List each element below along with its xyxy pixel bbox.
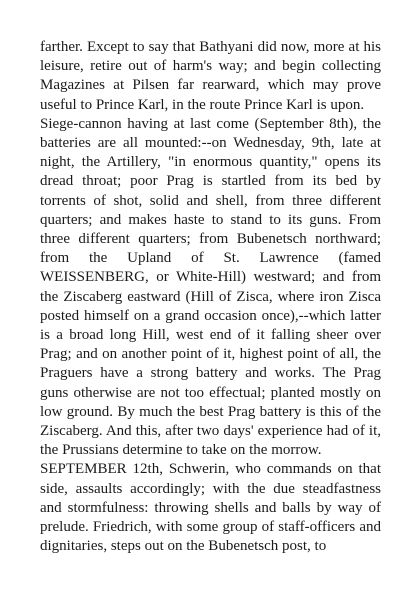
paragraph-3: SEPTEMBER 12th, Schwerin, who commands on that side, assaults accordingly; with the due steadfastness and stormfulness: throwing shells and balls by way of prelude. Friedrich, with some group of staff-officers and dignitaries, steps out on the Bubenetsch post, to xyxy=(40,461,381,555)
paragraph-1: farther. Except to say that Bathyani did now, more at his leisure, retire out of harm's way; and begin collecting Magazines at Pilsen far rearward, which may prove useful to Prince Karl, in the route Prince Karl is upon. xyxy=(40,39,381,113)
page-text xyxy=(40,38,381,556)
paragraph-2: Siege-cannon having at last come (September 8th), the batteries are all mounted:--on Wednesday, 9th, late at night, the Artillery, "in enormous quantity," opens its dread throat; poor Prag is startled from its bed by torrents of shot, solid and shell, from three different quarters; and makes haste to stand to its guns. From three different quarters; from Bubenetsch northward; from the Upland of St. Lawrence (famed WEISSENBERG, or White-Hill) westward; and from the Ziscaberg eastward (Hill of Zisca, where iron Zisca posted himself on a grand occasion once),--which latter is a broad long Hill, west end of it falling sheer over Prag; and on another point of it, highest point of all, the Praguers have a strong battery and works. The Prag guns otherwise are not too effectual; planted mostly on low ground. By much the best Prag battery is this of the Ziscaberg. And this, after two days' experience had of it, the Prussians determine to take on the morrow. xyxy=(40,115,381,459)
